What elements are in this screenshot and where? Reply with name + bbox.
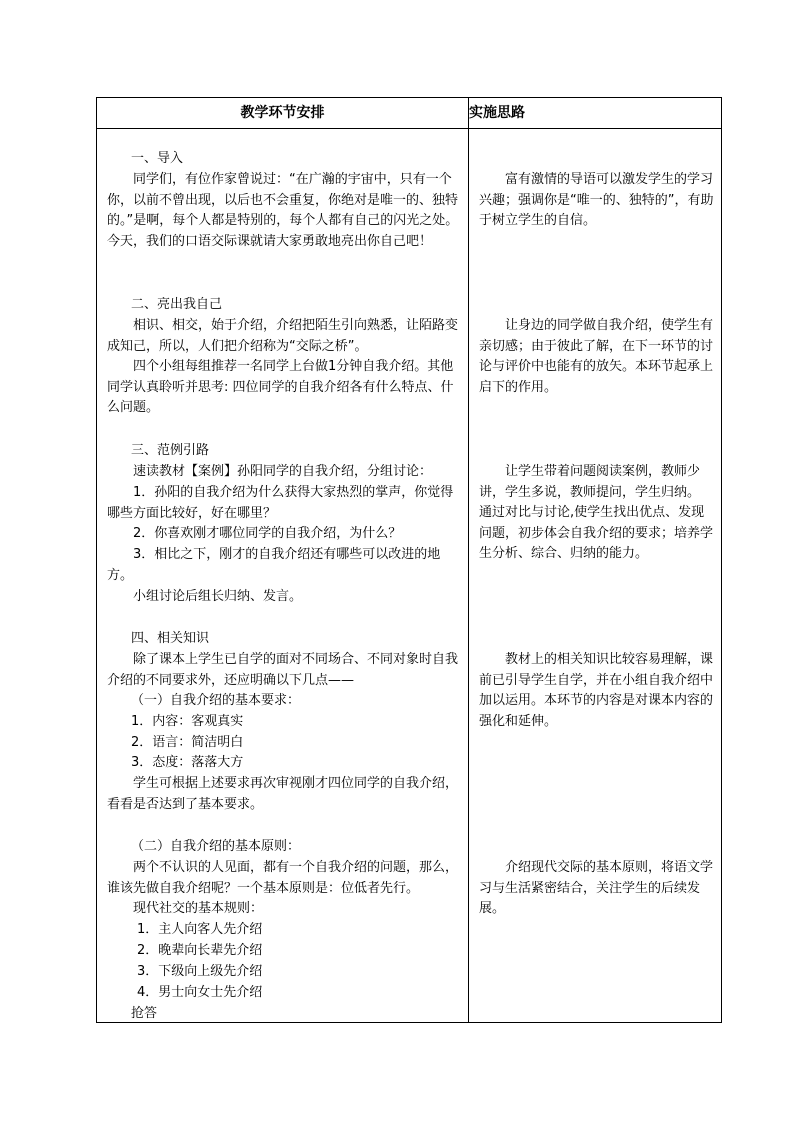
- teaching-steps-cell: [97, 129, 469, 1023]
- section-2-paragraph-1: 相识、相交，始于介绍，介绍把陌生引向熟悉，让陌路变成知己，所以，人们把介绍称为“交际之桥”。: [107, 318, 459, 354]
- section-5-rule-1: 1．主人向客人先介绍: [137, 922, 263, 937]
- section-5-rule-4: 4．男士向女士先介绍: [137, 985, 263, 1000]
- section-1-title: 一、导入: [131, 151, 184, 166]
- section-3-question-2: 2．你喜欢刚才哪位同学的自我介绍，为什么？: [133, 526, 402, 541]
- lesson-plan-table: [96, 97, 722, 1023]
- content-row: [97, 129, 722, 1023]
- implementation-ideas-cell: [469, 129, 722, 1023]
- section-4-item-3: 3．态度：落落大方: [131, 755, 244, 770]
- header-row: [97, 98, 722, 129]
- note-section-5: 介绍现代交际的基本原则，将语文学习与生活紧密结合，关注学生的后续发展。: [479, 860, 714, 917]
- section-2-title: 二、亮出我自己: [131, 297, 223, 312]
- section-5-paragraph-1: 两个不认识的人见面，都有一个自我介绍的问题，那么，谁该先做自我介绍呢？一个基本原则是：位低者先行。: [107, 860, 459, 896]
- section-3-question-1: 1．孙阳的自我介绍为什么获得大家热烈的掌声，你觉得哪些方面比较好，好在哪里？: [107, 485, 454, 521]
- section-1-paragraph: 同学们，有位作家曾说过：“在广瀚的宇宙中，只有一个你，以前不曾出现，以后也不会重复，你绝对是唯一的、独特的。”是啊，每个人都是特别的，每个人都有自己的闪光之处。今天，我们的口语交际课就请大家勇敢地亮出你自己吧！: [107, 172, 459, 249]
- section-3-question-3: 3．相比之下，刚才的自我介绍还有哪些可以改进的地方。: [107, 547, 441, 583]
- section-3-title: 三、范例引路: [131, 443, 210, 458]
- section-4-item-1: 1．内容：客观真实: [131, 714, 244, 729]
- section-5-title: （二）自我介绍的基本原则：: [131, 839, 301, 854]
- header-implementation-ideas: 实施思路: [469, 98, 722, 129]
- header-teaching-steps: 教学环节安排: [97, 98, 469, 129]
- section-4-item-2: 2．语言：简洁明白: [131, 735, 244, 750]
- note-section-2: 让身边的同学做自我介绍，使学生有亲切感；由于彼此了解，在下一环节的讨论与评价中也能有的放矢。本环节起承上启下的作用。: [479, 318, 714, 395]
- section-4-title: 四、相关知识: [131, 631, 210, 646]
- section-3-paragraph-2: 小组讨论后组长归纳、发言。: [133, 589, 303, 604]
- section-4-subheading: （一）自我介绍的基本要求：: [131, 693, 301, 708]
- section-2-paragraph-2: 四个小组每组推荐一名同学上台做1分钟自我介绍。其他同学认真聆听并思考: 四位同学的自我介绍各有什么特点、什么问题。: [107, 359, 454, 416]
- note-section-1: 富有激情的导语可以激发学生的学习兴趣；强调你是“唯一的、独特的”，有助于树立学生的自信。: [479, 172, 714, 229]
- section-3-paragraph-1: 速读教材【案例】孙阳同学的自我介绍，分组讨论：: [133, 464, 433, 479]
- section-5-quick-answer: 抢答: [131, 1006, 158, 1021]
- section-5-paragraph-2: 现代社交的基本规则：: [133, 901, 264, 916]
- section-5-rule-2: 2．晚辈向长辈先介绍: [137, 943, 263, 958]
- note-section-4: 教材上的相关知识比较容易理解，课前已引导学生自学，并在小组自我介绍中加以运用。本环节的内容是对课本内容的强化和延伸。: [479, 652, 714, 729]
- note-section-3: 让学生带着问题阅读案例，教师少讲，学生多说，教师提问，学生归纳。 通过对比与讨论,使学生找出优点、发现问题，初步体会自我介绍的要求；培养学生分析、综合、归纳的能力。: [479, 464, 714, 562]
- section-4-paragraph-2: 学生可根据上述要求再次审视刚才四位同学的自我介绍，看看是否达到了基本要求。: [107, 776, 459, 812]
- section-5-rule-3: 3．下级向上级先介绍: [137, 964, 263, 979]
- section-4-paragraph-1: 除了课本上学生已自学的面对不同场合、不同对象时自我介绍的不同要求外，还应明确以下几点——: [107, 652, 459, 688]
